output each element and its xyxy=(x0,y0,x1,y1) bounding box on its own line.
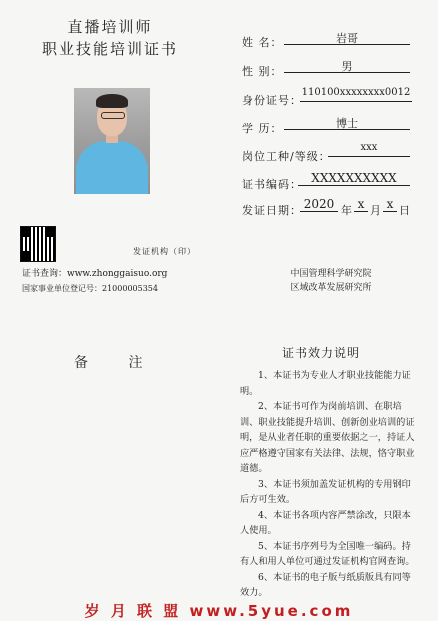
field-name-value: 岩哥 xyxy=(284,30,410,45)
field-job-level-label: 岗位工种/等级： xyxy=(242,150,331,163)
field-gender-value: 男 xyxy=(284,58,410,73)
field-issue-date xyxy=(242,202,302,218)
field-gender xyxy=(242,63,283,79)
certificate-query-url: 证书查询：www.zhonggaisuo.org xyxy=(22,269,168,279)
photo-shirt xyxy=(76,141,148,194)
field-job-level xyxy=(242,148,331,164)
field-cert-code-label: 证书编码： xyxy=(242,178,302,191)
field-education-value: 博士 xyxy=(284,115,410,130)
rule-item: 5、本证书序列号为全国唯一编码。持有人和用人单位可通过发证机构官网查询。 xyxy=(240,540,415,567)
organization-line1: 中国管理科学研究院 xyxy=(290,269,372,279)
validity-rules xyxy=(240,368,416,601)
field-education xyxy=(242,120,283,136)
site-watermark: 岁 月 联 盟 www.5yue.com xyxy=(84,602,354,620)
field-job-level-value: xxx xyxy=(328,142,410,157)
issuer-seal-label: 发证机构（印） xyxy=(133,247,196,256)
certificate-title-line2: 职业技能培训证书 xyxy=(41,40,178,58)
issue-date-month-unit: 月 xyxy=(370,204,381,217)
field-id-number-value: 110100xxxxxxxx0012 xyxy=(300,87,412,102)
field-education-label: 学 历： xyxy=(242,122,283,135)
rule-item: 3、本证书须加盖发证机构的专用钢印后方可生效。 xyxy=(240,478,411,505)
remarks-title: 备 注 xyxy=(74,355,161,371)
qr-code xyxy=(20,226,56,262)
registration-number: 国家事业单位登记号：21000005354 xyxy=(22,284,158,293)
field-cert-code xyxy=(242,176,302,192)
photo-hair xyxy=(96,94,128,108)
field-name-label: 姓 名： xyxy=(242,36,283,49)
photo-glasses xyxy=(101,112,125,119)
field-name xyxy=(242,34,283,50)
organization-line2: 区域改革发展研究所 xyxy=(290,283,372,293)
issue-date-year: 2020 xyxy=(300,197,338,212)
holder-photo xyxy=(74,88,150,194)
issue-date-day: x xyxy=(383,197,397,212)
field-cert-code-value: XXXXXXXXXX xyxy=(298,171,410,186)
certificate-title-line1: 直播培训师 xyxy=(67,18,153,36)
rule-item: 4、本证书各项内容严禁涂改，只限本人使用。 xyxy=(240,509,411,536)
rule-item: 6、本证书的电子版与纸质版具有同等效力。 xyxy=(240,571,411,598)
issue-date-day-unit: 日 xyxy=(399,204,410,217)
rule-item: 2、本证书可作为岗前培训、在职培训、职业技能提升培训、创新创业培训的证明，是从业者任职的重要依据之一，持证人应严格遵守国家有关法律、法规，恪守职业道德。 xyxy=(240,401,415,474)
issue-date-year-unit: 年 xyxy=(341,204,352,217)
rule-item: 1、本证书为专业人才职业技能能力证明。 xyxy=(240,370,411,397)
field-id-number-label: 身份证号： xyxy=(242,94,302,107)
validity-rules-title: 证书效力说明 xyxy=(282,346,361,360)
issue-date-month: x xyxy=(354,197,368,212)
issue-date-label: 发证日期： xyxy=(242,204,302,217)
field-id-number xyxy=(242,92,302,108)
field-gender-label: 性 别： xyxy=(242,65,283,78)
